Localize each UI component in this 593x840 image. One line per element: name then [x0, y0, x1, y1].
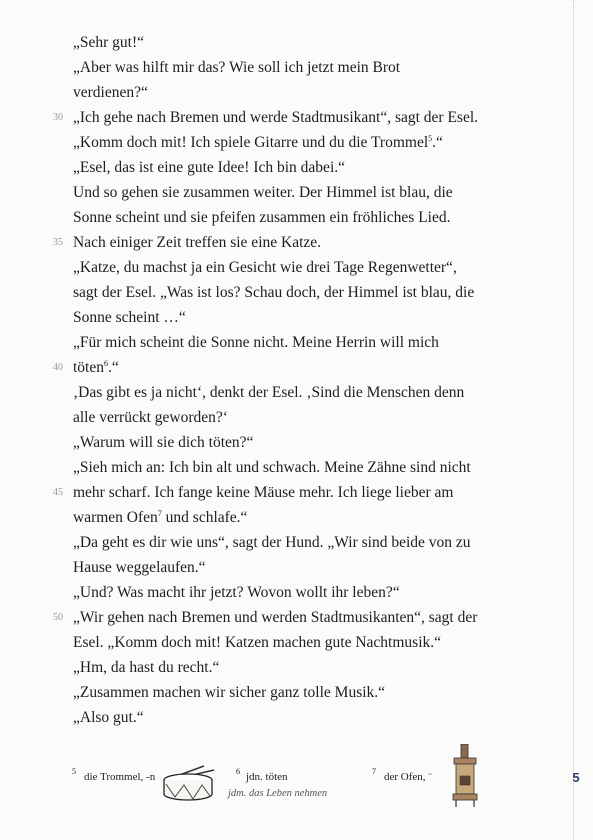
footnotes [0, 740, 593, 840]
footnote-marker: 5 [428, 134, 433, 143]
text-line: Und so gehen sie zusammen weiter. Der Himmel ist blau, die [73, 184, 453, 201]
text-line: „Warum will sie dich töten?“ [73, 434, 254, 451]
text-line: „Also gut.“ [73, 709, 144, 726]
footnote-marker: 6 [104, 359, 108, 368]
text-line: „Aber was hilft mir das? Wie soll ich jetzt mein Brot [73, 59, 401, 76]
footnote-term: der Ofen, ¨ [384, 771, 432, 783]
text-line: Hause weggelaufen.“ [73, 559, 206, 576]
text-line: „Und? Was macht ihr jetzt? Wovon wollt ihr leben?“ [73, 584, 400, 601]
text-line [73, 358, 573, 378]
text-line: „Hm, da hast du recht.“ [73, 659, 220, 676]
text-segment: und schlafe.“ [161, 509, 248, 526]
text-line: „Ich gehe nach Bremen und werde Stadtmusikant“, sagt der Esel. [73, 109, 479, 126]
drum-illustration [160, 764, 218, 804]
footnote-gloss: jdm. das Leben nehmen [228, 788, 328, 799]
text-line: ‚Das gibt es ja nicht‘, denkt der Esel. ‚Sind die Menschen denn [73, 384, 465, 401]
page-margin-rule [573, 0, 574, 840]
text-line: „Esel, das ist eine gute Idee! Ich bin dabei.“ [73, 159, 345, 176]
page-number: 5 [572, 770, 580, 785]
text-segment: .“ [108, 359, 119, 376]
line-number: 45 [53, 487, 63, 498]
text-line: „Für mich scheint die Sonne nicht. Meine Herrin will mich [73, 334, 439, 351]
text-segment: .“ [432, 134, 443, 151]
footnote-marker: 7 [157, 509, 162, 518]
text-line: verdienen?“ [73, 84, 148, 101]
line-number: 35 [53, 237, 63, 248]
footnote-number: 7 [372, 767, 376, 776]
stove-illustration [448, 744, 482, 808]
footnote-term: die Trommel, -n [84, 771, 156, 783]
text-line: „Katze, du machst ja ein Gesicht wie drei Tage Regenwetter“, [73, 259, 457, 276]
text-line: Sonne scheint und sie pfeifen zusammen ein fröhliches Lied. [73, 209, 451, 226]
footnote-term: jdn. töten [246, 771, 288, 783]
text-line: „Da geht es dir wie uns“, sagt der Hund. „Wir sind beide von zu [73, 534, 471, 551]
footnote-number: 6 [236, 767, 240, 776]
text-line: „Sehr gut!“ [73, 34, 145, 51]
text-line: Esel. „Komm doch mit! Katzen machen gute Nachtmusik.“ [73, 634, 442, 651]
text-line: „Zusammen machen wir sicher ganz tolle Musik.“ [73, 684, 386, 701]
text-segment: töten [73, 359, 104, 376]
line-number: 30 [53, 112, 63, 123]
text-line [73, 508, 573, 528]
text-line: „Sieh mich an: Ich bin alt und schwach. Meine Zähne sind nicht [73, 459, 471, 476]
text-segment: „Komm doch mit! Ich spiele Gitarre und du die Trommel [73, 134, 429, 151]
footnote-number: 5 [72, 767, 76, 776]
text-line: Sonne scheint …“ [73, 309, 186, 326]
text-line: sagt der Esel. „Was ist los? Schau doch, der Himmel ist blau, die [73, 284, 475, 301]
text-line: alle verrückt geworden?‘ [73, 409, 228, 426]
text-line: mehr scharf. Ich fange keine Mäuse mehr. Ich liege lieber am [73, 484, 454, 501]
text-line [73, 133, 573, 153]
text-segment: warmen Ofen [73, 509, 158, 526]
line-number: 40 [53, 362, 63, 373]
text-line: Nach einiger Zeit treffen sie eine Katze. [73, 234, 322, 251]
text-line: „Wir gehen nach Bremen und werden Stadtmusikanten“, sagt der [73, 609, 478, 626]
line-number: 50 [53, 612, 63, 623]
